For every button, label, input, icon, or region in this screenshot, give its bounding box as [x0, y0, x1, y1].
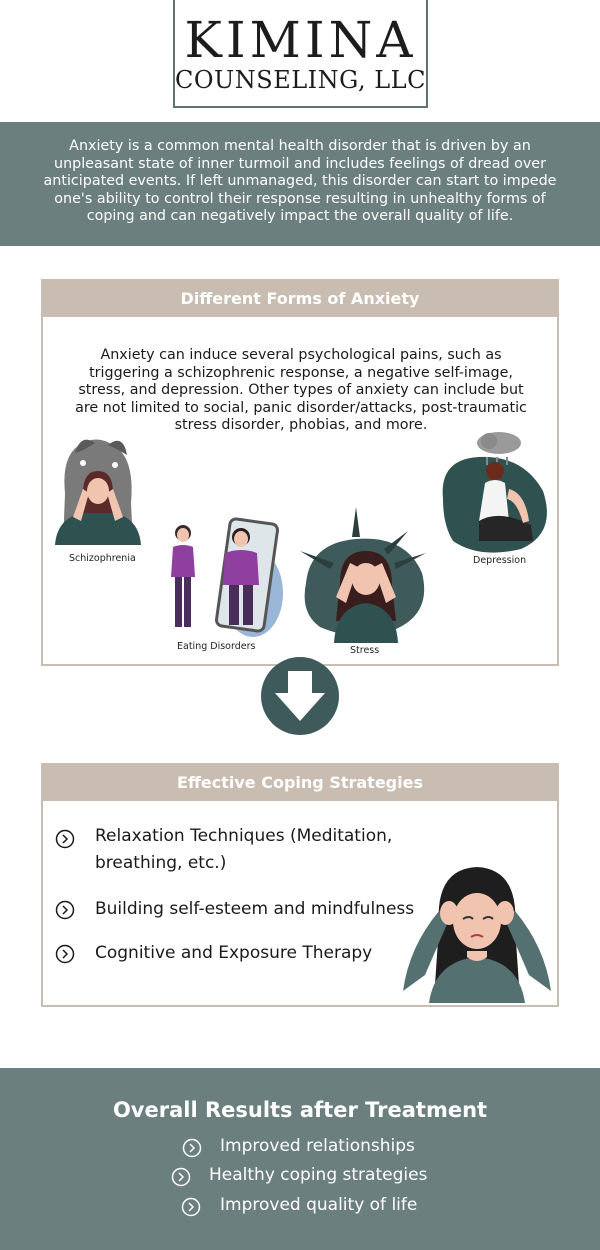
chevron-right-icon — [55, 829, 75, 849]
coping-item: Building self-esteem and mindfulness — [95, 899, 415, 919]
results-band — [0, 1068, 600, 1250]
stress-illustration — [296, 503, 436, 643]
anxious-woman-illustration — [399, 855, 555, 1003]
logo-name: KIMINA — [184, 11, 417, 69]
down-arrow-icon — [261, 657, 339, 735]
depression-illustration — [439, 429, 551, 555]
schizophrenia-illustration — [53, 433, 143, 553]
results-title: Overall Results after Treatment — [112, 1098, 488, 1122]
result-item: Improved quality of life — [220, 1195, 418, 1215]
coping-item: Cognitive and Exposure Therapy — [95, 943, 373, 963]
intro-text: Anxiety is a common mental health disorder that is driven by an unpleasant state of inner turmoil and includes feelings of dread over anticipated events. If left unmanaged, this disorder can start to impede one's ability to control their response resulting in unhealthy forms of coping and can negatively impact the overall quality of life. — [43, 138, 557, 224]
chevron-right-icon — [171, 1167, 191, 1187]
coping-title: Effective Coping Strategies — [43, 765, 557, 801]
intro-band — [0, 122, 600, 246]
eating-disorders-label: Eating Disorders — [177, 641, 256, 652]
logo — [173, 0, 428, 108]
stress-label: Stress — [350, 645, 380, 656]
result-item: Improved relationships — [220, 1136, 415, 1156]
chevron-right-icon — [55, 900, 75, 920]
depression-label: Depression — [473, 555, 527, 566]
result-item: Healthy coping strategies — [209, 1165, 428, 1185]
forms-text: Anxiety can induce several psychological pains, such as triggering a schizophrenic response, a negative self-image, stress, and depression. Other types of anxiety can include but are not limited to social, panic disorder/attacks, post-traumatic stress disorder, phobias, and more. — [75, 347, 527, 433]
logo-subtitle: COUNSELING, LLC — [175, 66, 426, 94]
chevron-right-icon — [182, 1138, 202, 1158]
forms-card — [41, 279, 559, 666]
forms-title: Different Forms of Anxiety — [43, 281, 557, 317]
chevron-right-icon — [181, 1197, 201, 1217]
coping-card — [41, 763, 559, 1007]
schizophrenia-label: Schizophrenia — [69, 553, 136, 564]
eating-disorders-illustration — [163, 503, 283, 638]
chevron-right-icon — [55, 944, 75, 964]
coping-item: Relaxation Techniques (Meditation, breathing, etc.) — [95, 826, 393, 873]
